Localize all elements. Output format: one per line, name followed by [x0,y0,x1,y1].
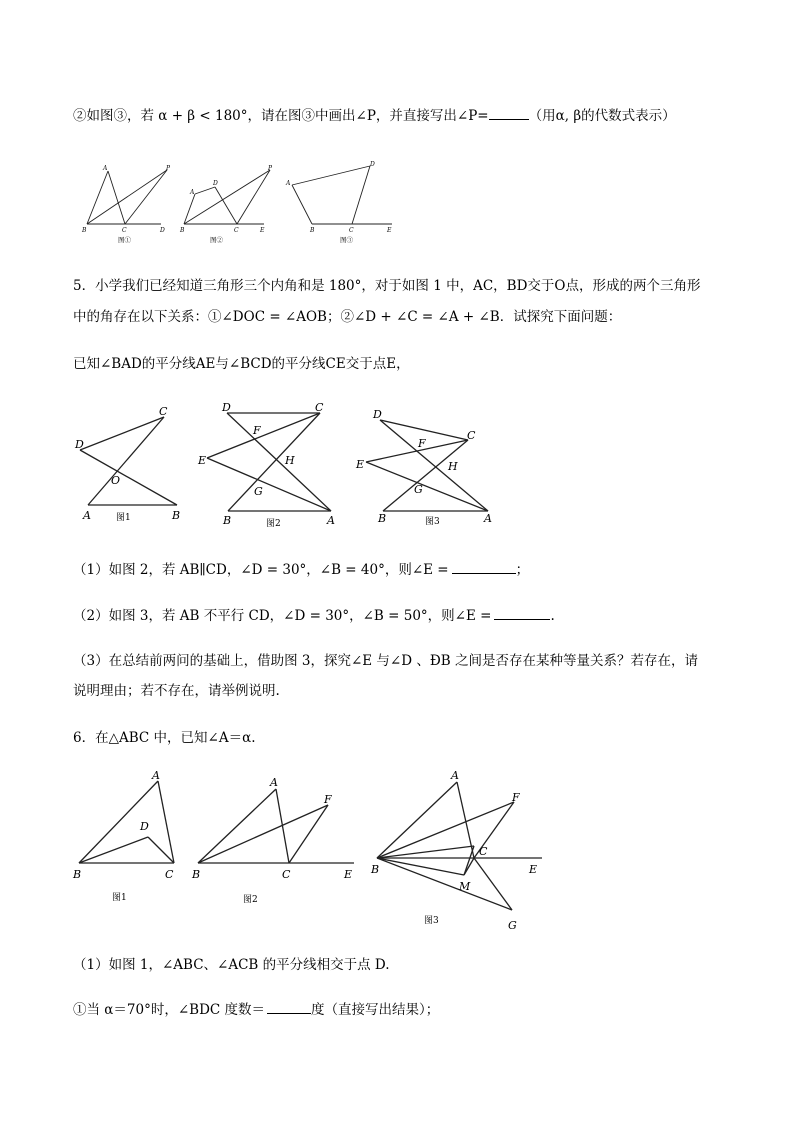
answer-blank[interactable] [452,561,516,574]
label-A: A [327,514,335,527]
label-C: C [122,227,127,234]
label-H: H [448,460,458,473]
label-P: P [166,165,171,172]
label-B: B [378,512,387,525]
label-B: B [223,514,232,527]
label-A: A [270,776,278,789]
label-C: C [159,405,168,418]
q4-figure-2 [179,165,273,244]
label-E: E [260,227,265,234]
q4-sub2-tail: （用α, β的代数式表示） [528,108,676,124]
label-E: E [344,868,353,881]
q5-figure-1 [74,405,180,523]
label-F: F [418,437,426,450]
label-A: A [83,509,91,522]
label-G: G [508,919,517,932]
q4-figures [80,158,400,248]
q6-part1a-end: 度（直接写出结果）； [311,1002,440,1018]
q5-part3-line-1: （3）在总结前两问的基础上，借助图 3，探究∠E 与∠D 、ÐB 之间是否存在某种等量关系？若存在，请 [73,653,698,669]
q5-part1-line [73,560,529,580]
q5-part2-end: . [550,608,555,624]
q5-part2-line [73,606,555,626]
q5-part1-end: ； [515,562,530,578]
label-B: B [192,868,201,881]
label-C: C [467,429,476,442]
q6-figure-3 [370,769,542,932]
q4-caption-2: 图② [210,236,223,244]
q5-part2-text: （2）如图 3，若 AB 不平行 CD，∠D = 30°，∠B = 50°，则∠E = [73,608,492,624]
label-D: D [160,227,165,234]
label-H: H [285,454,295,467]
q4-caption-3: 图③ [340,236,353,244]
q6-caption-3: 图3 [424,916,439,926]
q5-caption-1: 图1 [116,513,131,523]
label-A: A [451,769,459,782]
label-C: C [282,868,291,881]
q4-sub2-line [73,106,676,126]
label-G: G [414,483,423,496]
label-D: D [373,408,382,421]
label-P: P [268,165,273,172]
label-B: B [310,227,315,234]
q6-caption-2: 图2 [243,895,258,905]
q6-intro-line: 6．在△ABC 中，已知∠A＝α. [73,730,256,746]
q5-caption-2: 图2 [266,519,281,529]
label-C: C [315,401,324,414]
q5-intro-line-1: 5．小学我们已经知道三角形三个内角和是 180°，对于如图 1 中，AC，BD交于O点，形成的两个三角形 [73,278,701,294]
q5-figure-2 [197,401,335,529]
label-G: G [254,485,263,498]
answer-blank[interactable] [267,1001,311,1014]
q6-figure-2 [191,776,354,905]
label-F: F [253,424,261,437]
q6-figures [70,766,550,936]
label-O: O [111,474,121,487]
q4-caption-1: 图① [118,236,131,244]
label-C: C [165,868,174,881]
q5-intro-line-2: 中的角存在以下关系：①∠DOC = ∠AOB；②∠D + ∠C = ∠A + ∠B．试探究下面问题： [73,309,622,325]
q4-figure-3 [285,161,392,244]
q6-part1a-line [73,1000,439,1020]
label-D: D [213,180,218,187]
label-A: A [484,512,492,525]
q5-figure-3 [355,408,492,527]
label-D: D [75,438,84,451]
label-E: E [387,227,392,234]
label-B: B [82,227,87,234]
q5-part1-text: （1）如图 2，若 AB∥CD，∠D = 30°，∠B = 40°，则∠E = [73,562,449,578]
q6-figure-1 [72,769,174,903]
q6-caption-1: 图1 [112,893,127,903]
label-B: B [180,227,185,234]
label-D: D [140,820,149,833]
q6-part1a-text: ①当 α＝70°时，∠BDC 度数＝ [73,1002,266,1018]
q5-caption-3: 图3 [425,517,440,527]
q6-part1-line: （1）如图 1，∠ABC、∠ACB 的平分线相交于点 D. [73,957,390,973]
label-C: C [479,845,488,858]
label-C: C [234,227,239,234]
label-A: A [103,165,108,172]
q4-sub2-text: ②如图③，若 α + β < 180°，请在图③中画出∠P，并直接写出∠P= [73,108,489,124]
q4-figure-1 [81,165,171,244]
label-A: A [190,189,195,196]
label-F: F [324,793,332,806]
label-E: E [356,458,365,471]
answer-blank[interactable] [494,607,550,620]
label-D: D [222,401,231,414]
label-A: A [286,180,291,187]
label-B: B [371,863,380,876]
label-B: B [172,509,181,522]
answer-blank[interactable] [489,107,529,120]
label-B: B [73,868,82,881]
label-A: A [152,769,160,782]
label-C: C [349,227,354,234]
q5-part3-line-2: 说明理由；若不存在，请举例说明. [73,683,280,699]
label-F: F [512,791,520,804]
label-E: E [198,454,207,467]
q5-figures [70,398,510,534]
label-D: D [370,161,375,168]
label-M: M [459,880,471,893]
label-E: E [529,863,538,876]
q5-given-line: 已知∠BAD的平分线AE与∠BCD的平分线CE交于点E， [73,356,410,372]
